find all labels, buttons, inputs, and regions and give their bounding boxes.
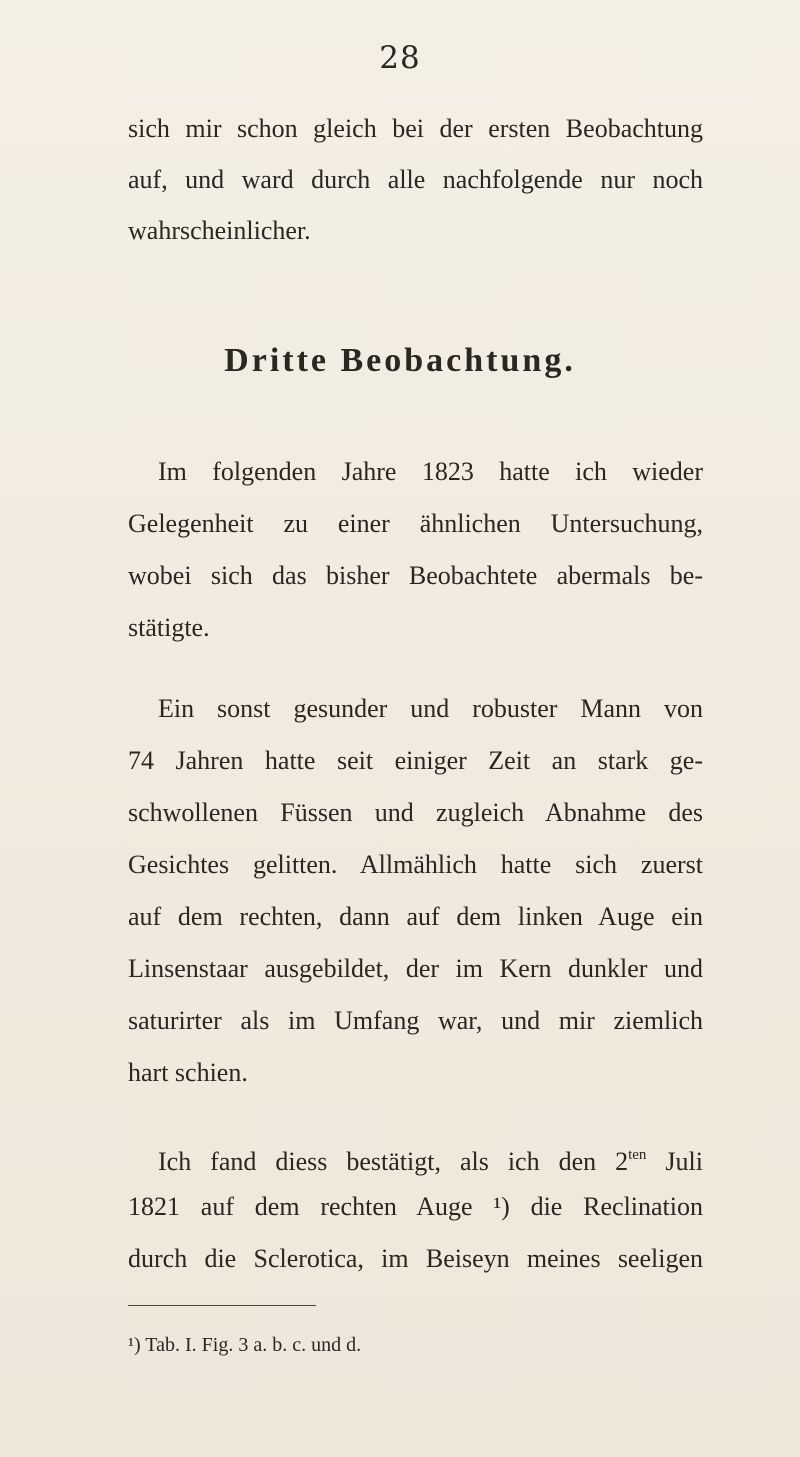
- text-line: Gelegenheit zu einer ähnlichen Untersuchung,: [128, 509, 703, 538]
- text-line: [128, 1138, 703, 1179]
- text-line: Linsenstaar ausgebildet, der im Kern dunkler und: [128, 954, 703, 983]
- text-line: schwollenen Füssen und zugleich Abnahme des: [128, 798, 703, 827]
- text-line: hart schien.: [128, 1058, 248, 1087]
- text-line: Gesichtes gelitten. Allmählich hatte sich zuerst: [128, 850, 703, 879]
- footnote: ¹) Tab. I. Fig. 3 a. b. c. und d.: [128, 1334, 362, 1356]
- text-line: Im folgenden Jahre 1823 hatte ich wieder: [158, 457, 703, 486]
- text-line: Ein sonst gesunder und robuster Mann von: [158, 694, 703, 723]
- text-line: sich mir schon gleich bei der ersten Beobachtung: [128, 114, 703, 143]
- text-line: durch die Sclerotica, im Beiseyn meines seeligen: [128, 1244, 703, 1273]
- superscript: ten: [628, 1147, 647, 1163]
- text-line: 74 Jahren hatte seit einiger Zeit an stark ge-: [128, 746, 703, 775]
- text-run: Ich fand diess bestätigt, als ich den 2: [158, 1147, 629, 1176]
- section-heading: Dritte Beobachtung.: [224, 342, 576, 379]
- text-line: auf dem rechten, dann auf dem linken Auge ein: [128, 902, 703, 931]
- text-line: saturirter als im Umfang war, und mir ziemlich: [128, 1006, 703, 1035]
- text-line: stätigte.: [128, 613, 210, 642]
- text-line: 1821 auf dem rechten Auge ¹) die Reclination: [128, 1192, 703, 1221]
- page-number: 28: [379, 40, 421, 76]
- text-line: wobei sich das bisher Beobachtete abermals be-: [128, 561, 703, 590]
- text-run: Juli: [646, 1147, 703, 1176]
- text-line: auf, und ward durch alle nachfolgende nur noch: [128, 165, 703, 194]
- text-line: wahrscheinlicher.: [128, 216, 311, 245]
- footnote-rule: [128, 1305, 316, 1306]
